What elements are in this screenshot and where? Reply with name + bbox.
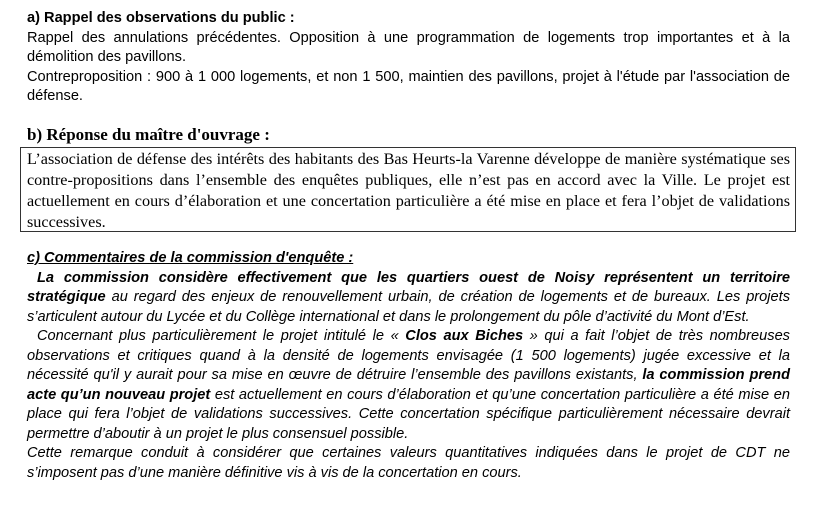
section-c-paragraph-3: Cette remarque conduit à considérer que certaines valeurs quantitatives indiquées dans le projet de CDT ne s’imposent pas d’une manière définitive vis à vis de la concertation en cours.	[27, 445, 790, 481]
section-c-p2-bold: la commission prend acte qu’un nouveau projet	[27, 367, 790, 403]
section-c-p2-e: est actuellement en cours d’élaboration et qu’une concertation particulière a été mise en place qui fera l’objet de validations successives. Cette concertation spécifique particulièrement nécessaire devrait permettre d’aboutir à un projet le plus consensuel possible.	[27, 386, 790, 442]
section-b-heading-wrap	[27, 124, 790, 145]
section-a	[27, 9, 790, 107]
section-a-paragraph-2: Contreproposition : 900 à 1 000 logements, et non 1 500, maintien des pavillons, projet à l'étude par l'association de défense.	[27, 68, 790, 104]
section-c-paragraph-2	[27, 327, 790, 444]
section-c-p1-rest: au regard des enjeux de renouvellement urbain, de création de logements et de bureaux. Les projets s’articulent autour du Lycée et du Collège international et dans le prolongement du pôle d’activité du Mont d’Est.	[27, 289, 790, 325]
section-b-response-text: L’association de défense des intérêts des habitants des Bas Heurts-la Varenne développe de manière systématique ses contre-propositions dans l’ensemble des enquêtes publiques, elle n’est pas en accord avec la Ville. Le projet est actuellement en cours d’élaboration et une concertation particulière a été mise en place et fera l’objet de validations successives.	[27, 150, 790, 231]
section-c-p2-c: » qui a fait l’objet de très nombreuses observations et critiques quand à la densité de logements envisagée (1 500 logements) jugée excessive et la nécessité qu'il y aurait pour sa mise en œuvre de détruire l’ensemble des pavillons existants,	[27, 328, 790, 383]
section-c-paragraph-1	[27, 269, 790, 328]
section-c	[27, 249, 790, 483]
section-c-p2-a: Concernant plus particulièrement le projet intitulé le «	[37, 328, 406, 344]
section-c-p2-project-name: Clos aux Biches	[405, 328, 524, 344]
section-c-heading: c) Commentaires de la commission d'enquête :	[27, 250, 354, 266]
section-a-heading: a) Rappel des observations du public :	[27, 10, 295, 26]
section-a-paragraph-1: Rappel des annulations précédentes. Opposition à une programmation de logements trop importantes et à la démolition des pavillons.	[27, 29, 790, 65]
section-b-response-box	[20, 147, 796, 232]
section-b-heading: b) Réponse du maître d'ouvrage :	[27, 125, 270, 144]
section-c-p1-bold: La commission considère effectivement que les quartiers ouest de Noisy représentent un territoire stratégique	[27, 269, 790, 305]
